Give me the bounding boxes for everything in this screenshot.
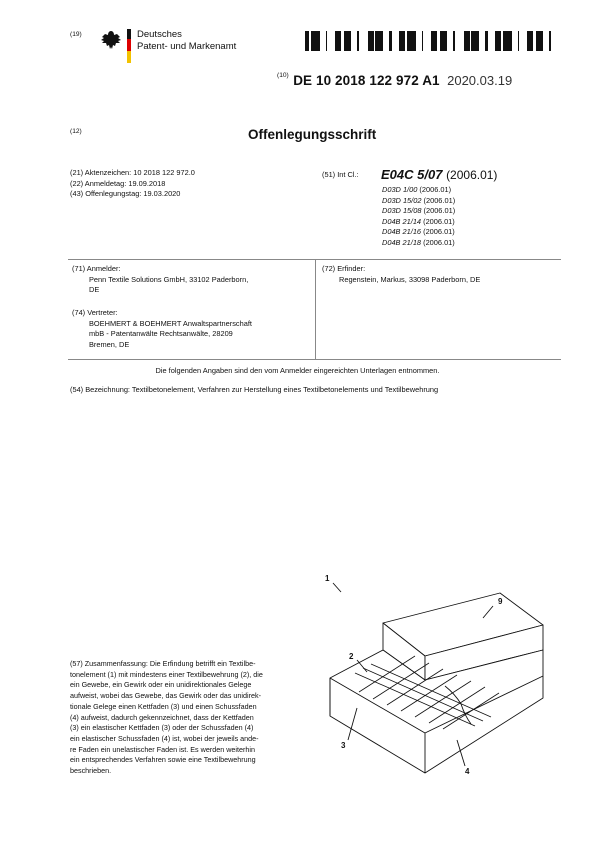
flag-gold-stripe bbox=[127, 51, 131, 63]
label-1: 1 bbox=[325, 574, 330, 583]
barcode-bar bbox=[531, 31, 533, 51]
barcode-bar bbox=[443, 31, 446, 51]
barcode-bar bbox=[477, 31, 479, 51]
office-name: Deutsches Patent- und Markenamt bbox=[137, 29, 237, 52]
barcode-bar bbox=[537, 31, 539, 51]
barcode-bar bbox=[347, 31, 350, 51]
flag-black-stripe bbox=[127, 29, 131, 39]
barcode-bar bbox=[506, 31, 507, 51]
barcode-bar bbox=[431, 31, 434, 51]
label-3: 3 bbox=[341, 741, 346, 750]
barcode-bar bbox=[308, 31, 309, 51]
barcode-bar bbox=[369, 31, 371, 51]
class-row: D03D 15/02 (2006.01) bbox=[382, 195, 456, 205]
barcode-bar bbox=[401, 31, 404, 51]
document-type: Offenlegungsschrift bbox=[248, 127, 377, 142]
notice: Die folgenden Angaben sind den vom Anmelder eingereichten Unterlagen entnommen. bbox=[155, 366, 440, 375]
code-19: (19) bbox=[70, 31, 82, 38]
barcode-bar bbox=[440, 31, 441, 51]
barcode-bar bbox=[503, 31, 506, 51]
aktenzeichen: (21) Aktenzeichen: 10 2018 122 972.0 bbox=[70, 168, 195, 177]
class-row: D03D 1/00 (2006.01) bbox=[382, 185, 452, 194]
barcode-bar bbox=[315, 31, 317, 51]
barcode-bar bbox=[542, 31, 543, 51]
class-row: D04B 21/18 (2006.01) bbox=[382, 237, 455, 247]
intcl-label: (51) Int Cl.: bbox=[322, 170, 359, 179]
code-12: (12) bbox=[70, 128, 82, 135]
barcode-bar bbox=[453, 31, 455, 51]
barcode-bar bbox=[446, 31, 447, 51]
leader-1 bbox=[333, 583, 341, 592]
barcode-bar bbox=[371, 31, 374, 51]
barcode-bar bbox=[485, 31, 488, 51]
publication-date: 2020.03.19 bbox=[447, 73, 513, 88]
barcode-bar bbox=[536, 31, 537, 51]
class-row: D04B 21/14 (2006.01) bbox=[382, 216, 455, 226]
barcode bbox=[305, 31, 552, 51]
class-row: D04B 21/16 (2006.01) bbox=[382, 227, 455, 236]
vertreter: (74) Vertreter: BOEHMERT & BOEHMERT Anwaltspartnerschaft mbB - Patentanwälte Rechtsanwälte, 28209 Bremen, DE bbox=[72, 308, 252, 349]
barcode-bar bbox=[434, 31, 435, 51]
main-classification: E04C 5/07 (2006.01) bbox=[381, 167, 498, 182]
barcode-bar bbox=[311, 31, 314, 51]
barcode-bar bbox=[476, 31, 477, 51]
barcode-bar bbox=[410, 31, 411, 51]
barcode-bar bbox=[326, 31, 327, 51]
filing-data bbox=[70, 168, 195, 200]
offenlegungstag: (43) Offenlegungstag: 19.03.2020 bbox=[70, 189, 181, 198]
barcode-bar bbox=[350, 31, 351, 51]
barcode-bar bbox=[357, 31, 359, 51]
barcode-bar bbox=[495, 31, 497, 51]
barcode-bar bbox=[471, 31, 473, 51]
barcode-bar bbox=[549, 31, 551, 51]
barcode-bar bbox=[509, 31, 512, 51]
barcode-bar bbox=[411, 31, 413, 51]
bezeichnung: (54) Bezeichnung: Textilbetonelement, Verfahren zur Herstellung eines Textilbetonelements und Textilbewehrung bbox=[70, 385, 439, 394]
divider-vertical bbox=[315, 259, 316, 359]
barcode-bar bbox=[413, 31, 416, 51]
barcode-bar bbox=[344, 31, 345, 51]
barcode-bar bbox=[422, 31, 423, 51]
divider-bottom bbox=[68, 359, 561, 360]
barcode-bar bbox=[368, 31, 369, 51]
barcode-bar bbox=[399, 31, 401, 51]
anmeldetag: (22) Anmeldetag: 19.09.2018 bbox=[70, 178, 166, 188]
barcode-bar bbox=[518, 31, 519, 51]
barcode-bar bbox=[467, 31, 470, 51]
barcode-bar bbox=[377, 31, 380, 51]
flag-red-stripe bbox=[127, 39, 131, 51]
barcode-bar bbox=[345, 31, 347, 51]
barcode-bar bbox=[317, 31, 320, 51]
patent-figure bbox=[315, 568, 555, 783]
classification-list bbox=[382, 185, 455, 248]
pub-line: $^{(10)}$ DE 10 2018 122 972 A1 2020.03.19 bbox=[277, 72, 513, 88]
label-4: 4 bbox=[465, 767, 470, 776]
barcode-bar bbox=[465, 31, 467, 51]
barcode-bar bbox=[375, 31, 377, 51]
publication-number: DE 10 2018 122 972 A1 bbox=[293, 73, 440, 88]
barcode-bar bbox=[539, 31, 542, 51]
erfinder: (72) Erfinder: Regenstein, Markus, 33098 Paderborn, DE bbox=[322, 264, 481, 284]
label-9: 9 bbox=[498, 597, 503, 606]
barcode-bar bbox=[314, 31, 315, 51]
barcode-bar bbox=[473, 31, 476, 51]
federal-eagle-icon bbox=[98, 28, 124, 54]
barcode-bar bbox=[527, 31, 530, 51]
barcode-bar bbox=[335, 31, 338, 51]
barcode-bar bbox=[441, 31, 443, 51]
barcode-bar bbox=[338, 31, 339, 51]
barcode-bar bbox=[381, 31, 383, 51]
barcode-bar bbox=[305, 31, 308, 51]
anmelder: (71) Anmelder: Penn Textile Solutions GmbH, 33102 Paderborn, DE bbox=[72, 264, 249, 294]
barcode-bar bbox=[500, 31, 501, 51]
barcode-bar bbox=[530, 31, 531, 51]
label-2: 2 bbox=[349, 652, 354, 661]
barcode-bar bbox=[497, 31, 500, 51]
barcode-bar bbox=[435, 31, 437, 51]
barcode-bar bbox=[464, 31, 465, 51]
barcode-bar bbox=[339, 31, 341, 51]
abstract: (57) Zusammenfassung: Die Erfindung betrifft ein Textilbe- tonelement (1) mit mindestens einer Textilbewehrung (2), die ein Gewebe, ein Gewirk oder ein unidirektionales Gelege aufweist, wobei das Gewebe, das Gewirk oder das unidirek- tionale Gelege einen Kettfaden (3) und einen Schussfaden (4) aufweist, dadurch gekennzeichnet, dass der Kettfaden (3) ein elastischer Kettfaden (3) oder der Schussfaden (4) ein elastischer Schussfaden (4) ist, wobei der jeweils ande- re Faden ein unelastischer Faden ist. Es werden weiterhin ein entsprechendes Verfahren sowie eine Textilbewehrung beschrieben. bbox=[70, 659, 263, 776]
barcode-bar bbox=[404, 31, 405, 51]
class-row: D03D 15/08 (2006.01) bbox=[382, 206, 456, 215]
barcode-bar bbox=[407, 31, 410, 51]
barcode-bar bbox=[380, 31, 381, 51]
barcode-bar bbox=[389, 31, 392, 51]
barcode-bar bbox=[507, 31, 509, 51]
